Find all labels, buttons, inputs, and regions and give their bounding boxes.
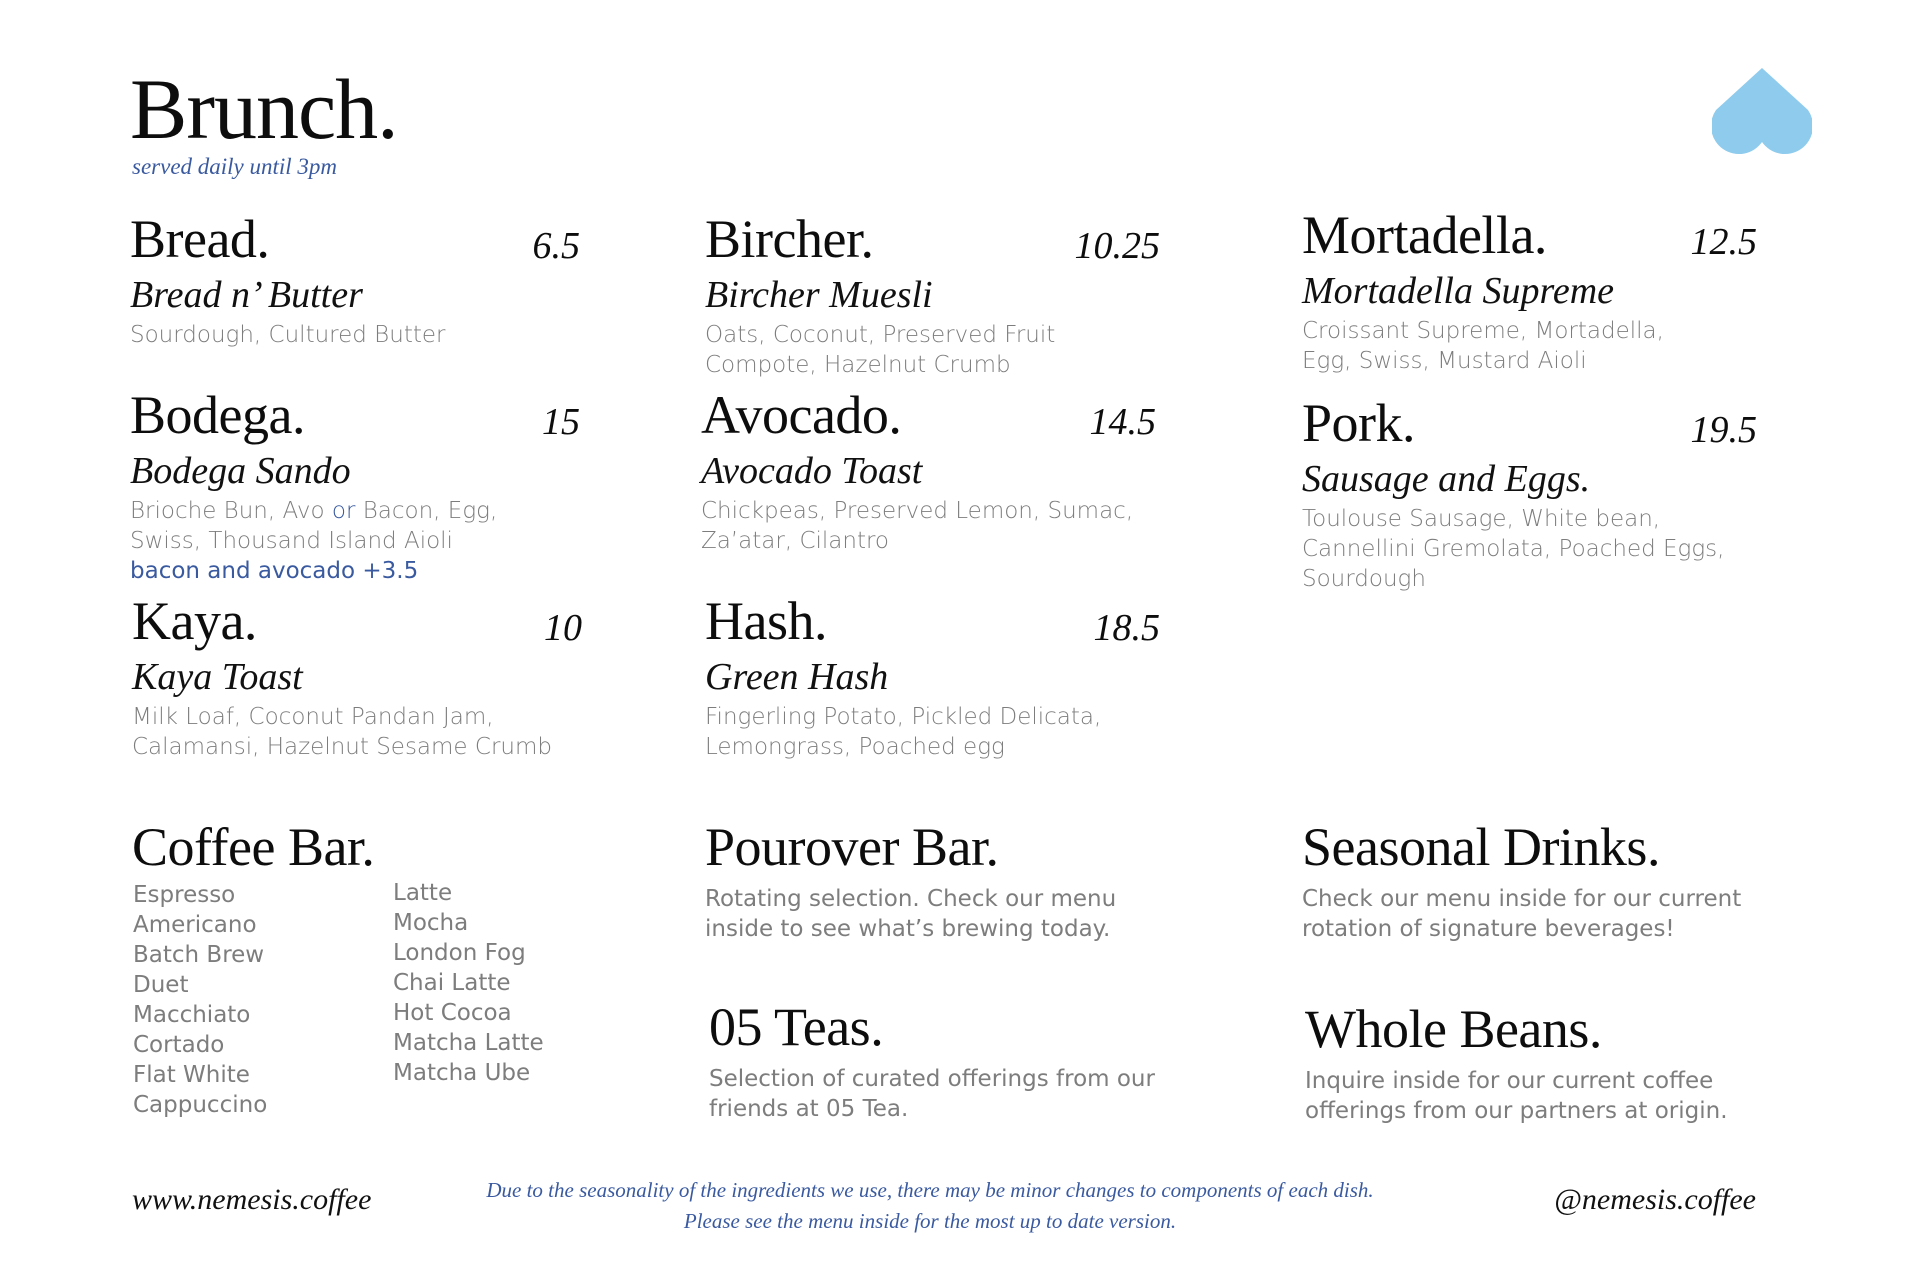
desc-line: Egg, Swiss, Mustard Aioli <box>1302 348 1587 374</box>
desc-or: or <box>331 498 356 524</box>
section-heading: Coffee Bar. <box>132 817 375 877</box>
coffee-item: Duet <box>133 972 189 998</box>
coffee-item: Espresso <box>133 882 236 908</box>
item-price: 6.5 <box>532 225 580 267</box>
coffee-item: Batch Brew <box>133 942 265 968</box>
item-name: Bodega. <box>130 385 305 445</box>
item-dish: Bodega Sando <box>130 450 351 492</box>
item-description <box>701 496 1156 556</box>
desc-line: Compote, Hazelnut Crumb <box>705 352 1011 378</box>
social-handle[interactable]: @nemesis.coffee <box>1554 1183 1756 1216</box>
text-line: inside to see what’s brewing today. <box>705 916 1111 942</box>
menu-item-avocado <box>701 385 1156 556</box>
note-line: Due to the seasonality of the ingredients we use, there may be minor changes to components of each dish. <box>486 1178 1374 1202</box>
menu-item-bircher <box>705 209 1160 380</box>
item-price: 10.25 <box>1074 225 1160 267</box>
item-name: Mortadella. <box>1302 205 1547 265</box>
text-line: Inquire inside for our current coffee <box>1305 1068 1714 1094</box>
page-title: Brunch. <box>130 61 398 157</box>
desc-line: Za’atar, Cilantro <box>701 528 889 554</box>
coffee-list-col2 <box>393 878 544 1088</box>
desc-line: Toulouse Sausage, White bean, <box>1302 506 1661 532</box>
item-dish: Avocado Toast <box>701 450 923 492</box>
desc-line: Swiss, Thousand Island Aioli <box>130 528 453 554</box>
coffee-item: Cappuccino <box>133 1092 268 1118</box>
desc-line <box>130 496 580 526</box>
coffee-item: London Fog <box>393 940 526 966</box>
text-line: rotation of signature beverages! <box>1302 916 1675 942</box>
section-heading: 05 Teas. <box>709 997 884 1057</box>
text-line: Check our menu inside for our current <box>1302 886 1742 912</box>
coffee-item: Americano <box>133 912 257 938</box>
desc-line: Oats, Coconut, Preserved Fruit <box>705 322 1056 348</box>
item-name: Bircher. <box>705 209 874 269</box>
heart-icon <box>1712 68 1812 158</box>
section-heading: Pourover Bar. <box>705 817 999 877</box>
coffee-item: Flat White <box>133 1062 250 1088</box>
note-line: Please see the menu inside for the most up to date version. <box>683 1209 1177 1233</box>
coffee-bar-section <box>132 817 612 877</box>
menu-item-hash <box>705 591 1160 762</box>
desc-part: Bacon, Egg, <box>355 498 498 524</box>
text-line: friends at 05 Tea. <box>709 1096 909 1122</box>
item-price: 12.5 <box>1690 221 1757 263</box>
item-description <box>1302 316 1757 376</box>
coffee-list-col1 <box>133 880 267 1120</box>
section-text <box>1305 1066 1785 1126</box>
desc-line: Fingerling Potato, Pickled Delicata, <box>705 704 1102 730</box>
item-description <box>130 496 580 556</box>
desc-line: Chickpeas, Preserved Lemon, Sumac, <box>701 498 1134 524</box>
coffee-item: Matcha Latte <box>393 1030 544 1056</box>
item-price: 19.5 <box>1690 409 1757 451</box>
item-name: Pork. <box>1302 393 1416 453</box>
item-dish: Mortadella Supreme <box>1302 270 1615 312</box>
item-dish: Sausage and Eggs. <box>1302 458 1591 500</box>
menu-item-bread <box>130 209 580 350</box>
menu-item-kaya <box>132 591 582 762</box>
item-dish: Bircher Muesli <box>705 274 933 316</box>
text-line: Rotating selection. Check our menu <box>705 886 1117 912</box>
item-dish: Green Hash <box>705 656 889 698</box>
coffee-item: Mocha <box>393 910 469 936</box>
section-text <box>709 1064 1189 1124</box>
item-description <box>705 702 1160 762</box>
item-name: Hash. <box>705 591 827 651</box>
coffee-item: Latte <box>393 880 453 906</box>
menu-item-pork <box>1302 393 1757 594</box>
item-name: Bread. <box>130 209 270 269</box>
item-price: 18.5 <box>1093 607 1160 649</box>
item-name: Avocado. <box>701 385 902 445</box>
item-description <box>705 320 1160 380</box>
menu-item-mortadella <box>1302 205 1757 376</box>
coffee-item: Matcha Ube <box>393 1060 531 1086</box>
seasonality-note <box>430 1175 1430 1237</box>
coffee-item: Hot Cocoa <box>393 1000 512 1026</box>
item-dish: Bread n’ Butter <box>130 274 363 316</box>
menu-item-bodega <box>130 385 580 586</box>
text-line: offerings from our partners at origin. <box>1305 1098 1728 1124</box>
item-description <box>132 702 582 762</box>
coffee-item: Macchiato <box>133 1002 251 1028</box>
item-addon: bacon and avocado +3.5 <box>130 558 419 584</box>
page-subtitle: served daily until 3pm <box>132 154 338 179</box>
item-name: Kaya. <box>132 591 257 651</box>
desc-line: Calamansi, Hazelnut Sesame Crumb <box>132 734 552 760</box>
desc-part: Brioche Bun, Avo <box>130 498 332 524</box>
section-heading: Whole Beans. <box>1305 999 1602 1059</box>
coffee-item: Cortado <box>133 1032 225 1058</box>
pourover-section <box>705 817 1185 944</box>
whole-beans-section <box>1305 999 1785 1126</box>
desc-line: Croissant Supreme, Mortadella, <box>1302 318 1664 344</box>
teas-section <box>709 997 1189 1124</box>
section-text <box>1302 884 1782 944</box>
item-price: 14.5 <box>1089 401 1156 443</box>
item-price: 10 <box>544 607 582 649</box>
desc-line: Milk Loaf, Coconut Pandan Jam, <box>132 704 494 730</box>
coffee-item: Chai Latte <box>393 970 511 996</box>
text-line: Selection of curated offerings from our <box>709 1066 1155 1092</box>
section-text <box>705 884 1185 944</box>
seasonal-drinks-section <box>1302 817 1782 944</box>
desc-line: Sourdough <box>1302 566 1426 592</box>
item-dish: Kaya Toast <box>132 656 303 698</box>
desc-line: Sourdough, Cultured Butter <box>130 322 446 348</box>
item-description <box>130 320 580 350</box>
item-price: 15 <box>542 401 580 443</box>
section-heading: Seasonal Drinks. <box>1302 817 1660 877</box>
desc-line: Lemongrass, Poached egg <box>705 734 1005 760</box>
desc-line: Cannellini Gremolata, Poached Eggs, <box>1302 536 1725 562</box>
item-description <box>1302 504 1757 594</box>
website-link[interactable]: www.nemesis.coffee <box>132 1183 372 1216</box>
